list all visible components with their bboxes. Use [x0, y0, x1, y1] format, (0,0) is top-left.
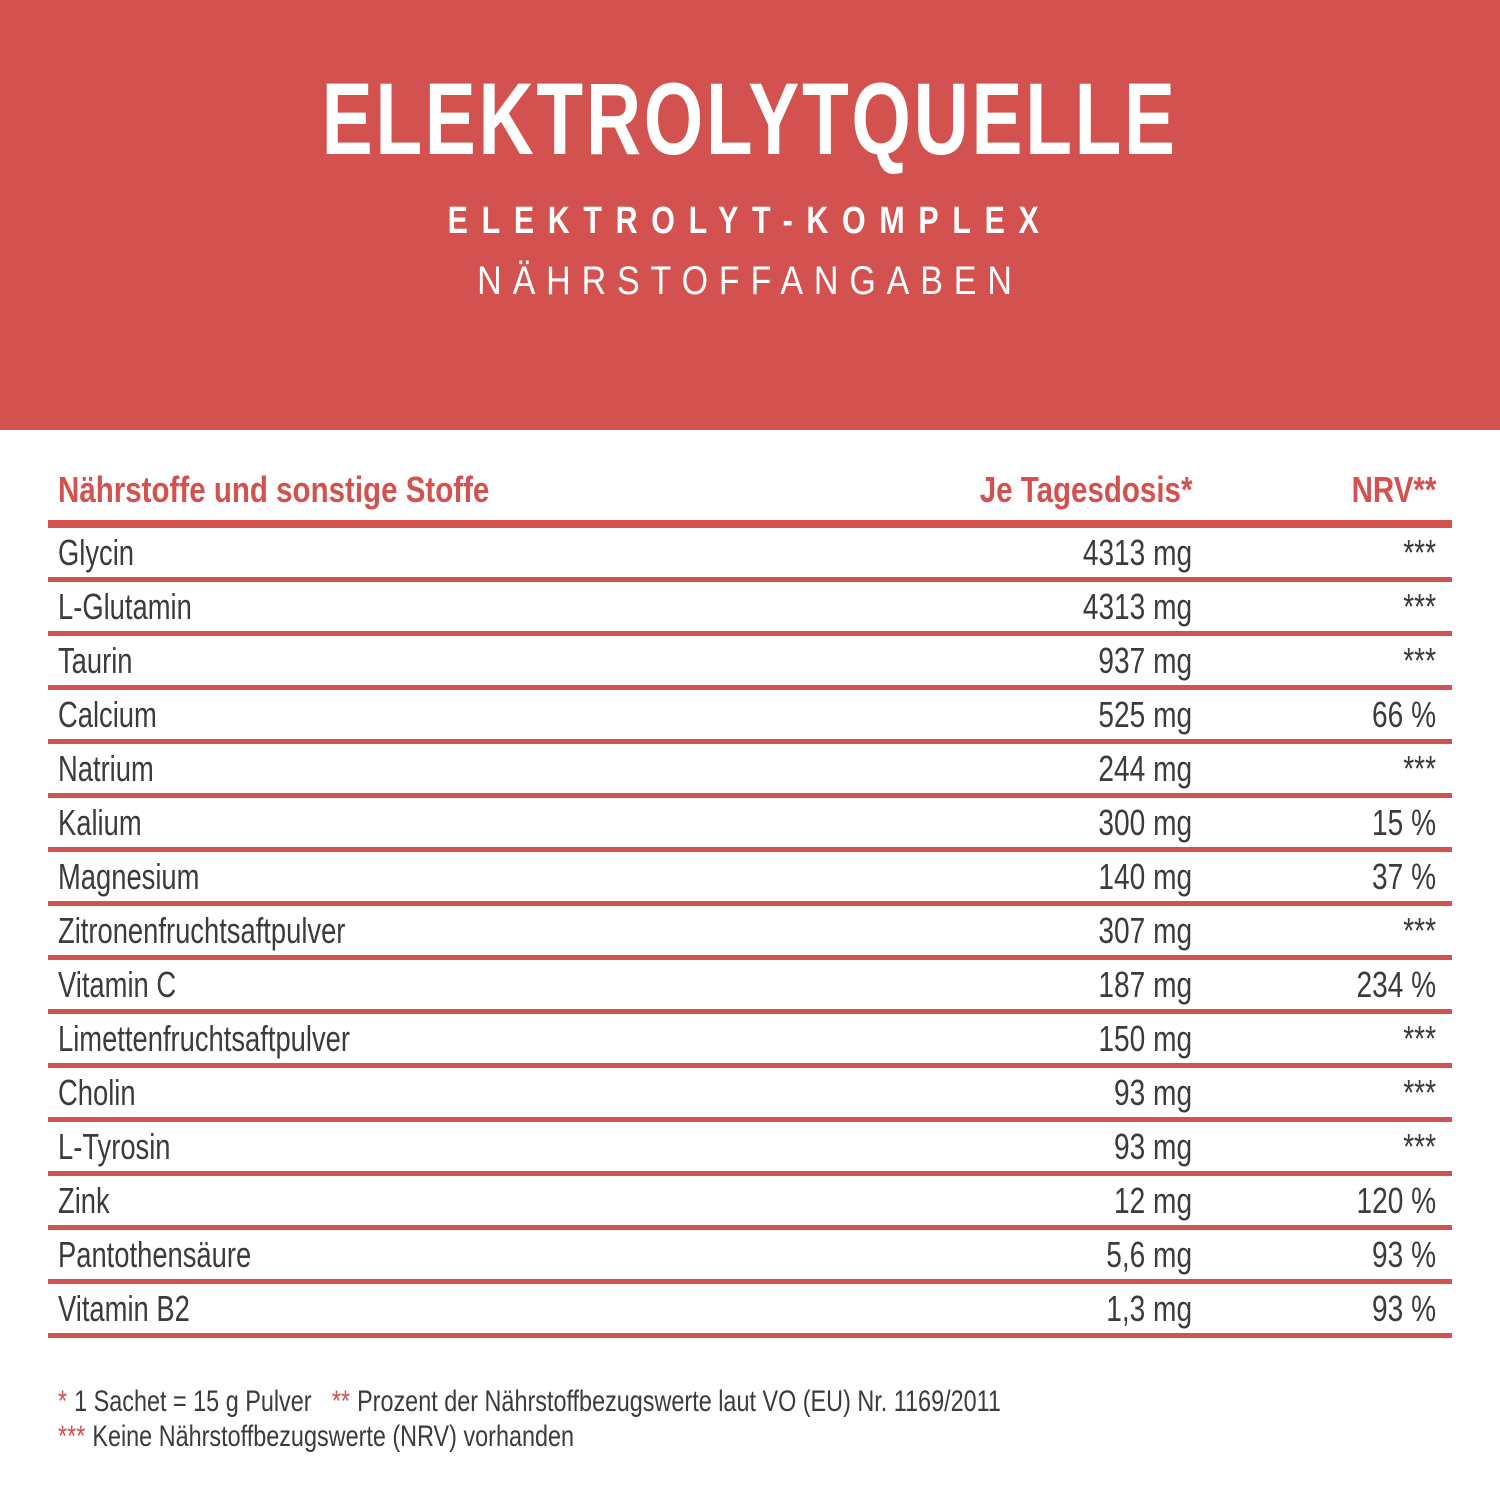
- nrv-value: ***: [1403, 639, 1436, 681]
- table-row: [48, 1176, 1452, 1230]
- nrv-value: 234 %: [1356, 963, 1436, 1005]
- nrv-value: ***: [1403, 531, 1436, 573]
- nutrient-name: Natrium: [58, 747, 154, 789]
- nutrient-name: Cholin: [58, 1071, 136, 1113]
- section-label-line: [0, 259, 1500, 304]
- dose-value: 140 mg: [1098, 855, 1192, 897]
- nrv-value: ***: [1403, 1017, 1436, 1059]
- table-row: [48, 690, 1452, 744]
- header-banner: [0, 0, 1500, 430]
- dose-value: 300 mg: [1098, 801, 1192, 843]
- table-row: [48, 852, 1452, 906]
- nutrient-name: Limettenfruchtsaftpulver: [58, 1017, 350, 1059]
- table-row: [48, 744, 1452, 798]
- nutrient-name: Calcium: [58, 693, 157, 735]
- header-nrv-column: [1192, 469, 1452, 511]
- footnote-text-no-nrv: Keine Nährstoffbezugswerte (NRV) vorhanden: [92, 1420, 575, 1453]
- header-dose-label: Je Tagesdosis*: [979, 469, 1192, 510]
- header-nutrients-label: Nährstoffe und sonstige Stoffe: [58, 469, 490, 510]
- dose-value: 937 mg: [1098, 639, 1192, 681]
- nrv-value: ***: [1403, 909, 1436, 951]
- table-row: [48, 1230, 1452, 1284]
- nutrient-name: Magnesium: [58, 855, 200, 897]
- nutrient-name: Vitamin B2: [58, 1287, 190, 1329]
- dose-value: 5,6 mg: [1106, 1233, 1192, 1275]
- dose-value: 525 mg: [1098, 693, 1192, 735]
- nutrient-name: Glycin: [58, 531, 135, 573]
- table-row: [48, 1122, 1452, 1176]
- nutrient-name: Vitamin C: [58, 963, 177, 1005]
- nrv-value: 120 %: [1356, 1179, 1436, 1221]
- dose-value: 1,3 mg: [1106, 1287, 1192, 1329]
- nrv-value: 93 %: [1371, 1287, 1436, 1329]
- footnote-text-sachet: 1 Sachet = 15 g Pulver: [74, 1385, 312, 1418]
- footnote-marker-nrv-percent: **: [331, 1385, 351, 1418]
- header-nrv-label: NRV**: [1351, 469, 1436, 510]
- table-row: [48, 906, 1452, 960]
- section-label: NÄHRSTOFFANGABEN: [477, 259, 1023, 303]
- nrv-value: 93 %: [1371, 1233, 1436, 1275]
- table-row: [48, 798, 1452, 852]
- dose-value: 244 mg: [1098, 747, 1192, 789]
- table-row: [48, 528, 1452, 582]
- footnote-line-2: [58, 1419, 1452, 1454]
- footnote-marker-sachet: *: [58, 1385, 68, 1418]
- nrv-value: 37 %: [1371, 855, 1436, 897]
- product-subtitle-line: [0, 200, 1500, 243]
- table-row: [48, 582, 1452, 636]
- header-nutrients-column: [48, 469, 892, 511]
- footnote-line-1: [58, 1384, 1452, 1419]
- nutrient-name: Zink: [58, 1179, 110, 1221]
- dose-value: 4313 mg: [1082, 531, 1192, 573]
- footnote-marker-no-nrv: ***: [58, 1420, 86, 1453]
- header-dose-column: [892, 469, 1192, 511]
- table-row: [48, 1068, 1452, 1122]
- nutrition-table: [48, 430, 1452, 1338]
- nrv-value: ***: [1403, 1125, 1436, 1167]
- table-row: [48, 636, 1452, 690]
- dose-value: 4313 mg: [1082, 585, 1192, 627]
- table-row: [48, 1284, 1452, 1338]
- dose-value: 150 mg: [1098, 1017, 1192, 1059]
- nrv-value: ***: [1403, 585, 1436, 627]
- dose-value: 307 mg: [1098, 909, 1192, 951]
- nrv-value: 66 %: [1371, 693, 1436, 735]
- dose-value: 12 mg: [1113, 1179, 1192, 1221]
- product-subtitle: ELEKTROLYT-KOMPLEX: [447, 200, 1053, 242]
- nutrient-name: Pantothensäure: [58, 1233, 252, 1275]
- header-rule: [48, 520, 1452, 528]
- dose-value: 93 mg: [1113, 1071, 1192, 1113]
- table-header-row: [48, 430, 1452, 520]
- table-row: [48, 960, 1452, 1014]
- nutrient-name: L-Glutamin: [58, 585, 192, 627]
- nutrient-name: Zitronenfruchtsaftpulver: [58, 909, 346, 951]
- footnote-text-nrv-percent: Prozent der Nährstoffbezugswerte laut VO (EU) Nr. 1169/2011: [357, 1385, 1001, 1418]
- table-row: [48, 1014, 1452, 1068]
- nutrient-name: L-Tyrosin: [58, 1125, 171, 1167]
- nutrient-name: Kalium: [58, 801, 142, 843]
- dose-value: 187 mg: [1098, 963, 1192, 1005]
- footnotes: [48, 1384, 1452, 1454]
- nrv-value: ***: [1403, 747, 1436, 789]
- nutrient-name: Taurin: [58, 639, 133, 681]
- product-title-line: [0, 62, 1500, 176]
- dose-value: 93 mg: [1113, 1125, 1192, 1167]
- nrv-value: ***: [1403, 1071, 1436, 1113]
- nrv-value: 15 %: [1371, 801, 1436, 843]
- product-title: ELEKTROLYTQUELLE: [321, 62, 1179, 176]
